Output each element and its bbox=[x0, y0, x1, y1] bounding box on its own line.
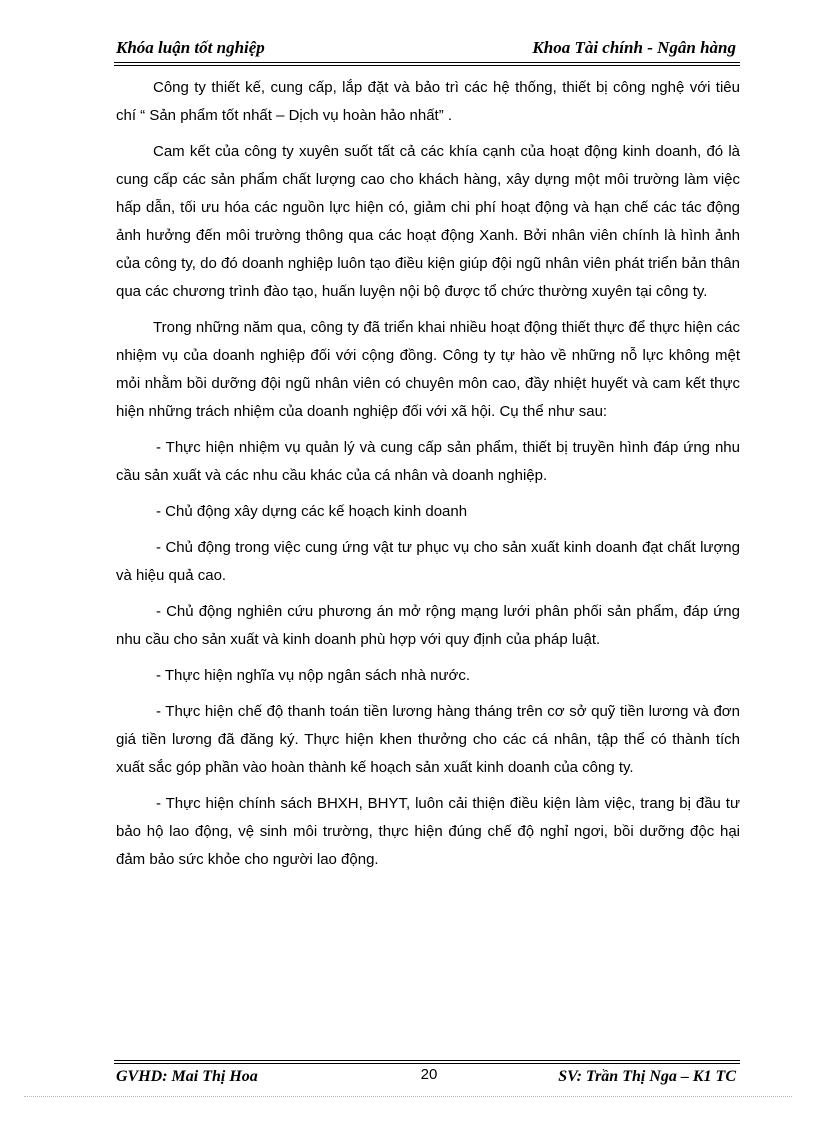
header-rule-thin bbox=[114, 65, 740, 66]
header-faculty: Khoa Tài chính - Ngân hàng bbox=[532, 38, 736, 57]
list-item: - Thực hiện chế độ thanh toán tiền lương hàng tháng trên cơ sở quỹ tiền lương và đơn giá tiền lương đã đăng ký. Thực hiện khen thưởng cho các cá nhân, tập thể có thành tích xuất sắc góp phần vào hoàn thành kế hoạch sản xuất kinh doanh của công ty. bbox=[116, 703, 740, 776]
page-edge-dotted-line bbox=[24, 1096, 792, 1097]
page-number: 20 bbox=[420, 1066, 438, 1083]
paragraph: Cam kết của công ty xuyên suốt tất cả các khía cạnh của hoạt động kinh doanh, đó là cung cấp các sản phẩm chất lượng cao cho khách hàng, xây dựng một môi trường làm việc hấp dẫn, tối ưu hóa các nguồn lực hiện có, giảm chi phí hoạt động và hạn chế các tác động ảnh hưởng đến môi trường thông qua các hoạt động Xanh. Bởi nhân viên chính là hình ảnh của công ty, do đó doanh nghiệp luôn tạo điều kiện giúp đội ngũ nhân viên phát triển bản thân qua các chương trình đào tạo, huấn luyện nội bộ được tổ chức thường xuyên tại công ty. bbox=[116, 143, 740, 300]
list-item: - Chủ động trong việc cung ứng vật tư phục vụ cho sản xuất kinh doanh đạt chất lượng và hiệu quả cao. bbox=[116, 539, 740, 584]
list-item: - Chủ động nghiên cứu phương án mở rộng mạng lưới phân phối sản phẩm, đáp ứng nhu cầu cho sản xuất và kinh doanh phù hợp với quy định của pháp luật. bbox=[116, 603, 740, 648]
header-thesis-title: Khóa luận tốt nghiệp bbox=[116, 38, 265, 57]
footer-rule-thin bbox=[114, 1060, 740, 1061]
footer-student: SV: Trần Thị Nga – K1 TC bbox=[558, 1068, 736, 1085]
footer-advisor: GVHD: Mai Thị Hoa bbox=[116, 1068, 258, 1085]
footer-rule bbox=[114, 1063, 740, 1064]
list-item: - Thực hiện nhiệm vụ quản lý và cung cấp sản phẩm, thiết bị truyền hình đáp ứng nhu cầu sản xuất và các nhu cầu khác của cá nhân và doanh nghiệp. bbox=[116, 439, 740, 484]
list-item: - Chủ động xây dựng các kế hoạch kinh doanh bbox=[156, 503, 468, 520]
list-item: - Thực hiện chính sách BHXH, BHYT, luôn cải thiện điều kiện làm việc, trang bị đầu tư bảo hộ lao động, vệ sinh môi trường, thực hiện đúng chế độ nghỉ ngơi, bồi dưỡng độc hại đảm bảo sức khỏe cho người lao động. bbox=[116, 795, 740, 868]
document-body bbox=[116, 74, 740, 882]
paragraph: Trong những năm qua, công ty đã triển khai nhiều hoạt động thiết thực để thực hiện các nhiệm vụ của doanh nghiệp đối với cộng đồng. Công ty tự hào về những nỗ lực không mệt mỏi nhằm bồi dưỡng đội ngũ nhân viên có chuyên môn cao, đầy nhiệt huyết và cam kết thực hiện những trách nhiệm của doanh nghiệp đối với xã hội. Cụ thể như sau: bbox=[116, 319, 740, 420]
page-header bbox=[114, 38, 740, 62]
paragraph: Công ty thiết kế, cung cấp, lắp đặt và bảo trì các hệ thống, thiết bị công nghệ với tiêu chí “ Sản phẩm tốt nhất – Dịch vụ hoàn hảo nhất” . bbox=[116, 79, 740, 124]
page-footer bbox=[114, 1066, 740, 1090]
list-item: - Thực hiện nghĩa vụ nộp ngân sách nhà nước. bbox=[156, 667, 471, 684]
header-rule bbox=[114, 62, 740, 63]
